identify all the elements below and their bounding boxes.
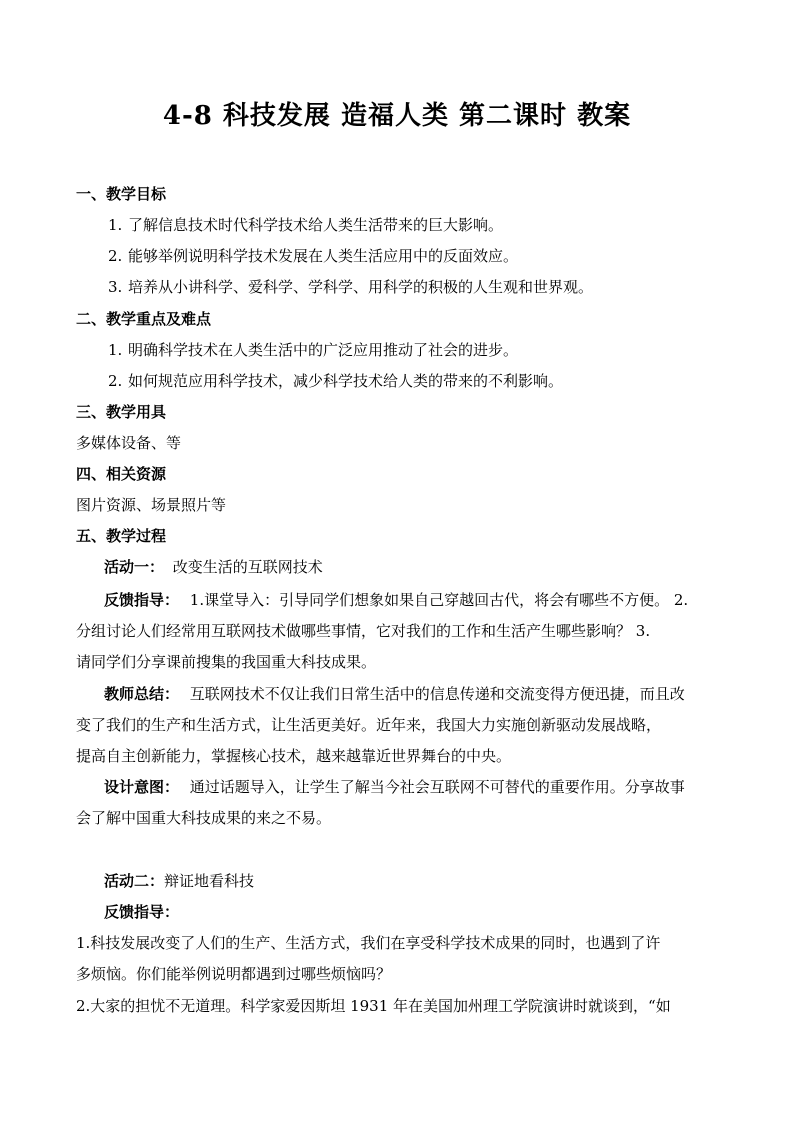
activity-1-feedback-line: 分组讨论人们经常用互联网技术做哪些事情，它对我们的工作和生活产生哪些影响？ 3. xyxy=(76,622,651,640)
activity-1-summary-line: 变了我们的生产和生活方式，让生活更美好。近年来，我国大力实施创新驱动发展战略， xyxy=(76,716,662,734)
document-title: 4-8 科技发展 造福人类 第二课时 教案 xyxy=(162,101,632,131)
item-number: 3. xyxy=(108,278,123,296)
section-heading-key-points: 二、教学重点及难点 xyxy=(76,310,212,328)
feedback-label: 反馈指导： xyxy=(104,591,180,609)
tools-text: 多媒体设备、等 xyxy=(76,434,182,452)
key-point-item xyxy=(108,340,758,360)
item-text: 能够举例说明科学技术发展在人类生活应用中的反面效应。 xyxy=(128,247,519,265)
activity-1-design-line xyxy=(104,777,722,797)
section-heading-objectives: 一、教学目标 xyxy=(76,185,167,203)
objective-item xyxy=(108,277,758,297)
activity-2-paragraph-line: 多烦恼。你们能举例说明都遇到过哪些烦恼吗？ xyxy=(76,965,392,983)
item-text: 培养从小讲科学、爱科学、学科学、用科学的积极的人生观和世界观。 xyxy=(128,278,594,296)
resources-text: 图片资源、场景照片等 xyxy=(76,496,227,514)
section-heading-resources: 四、相关资源 xyxy=(76,465,167,483)
activity-label: 活动一： xyxy=(104,558,165,576)
item-number: 2. xyxy=(108,247,123,265)
item-text: 明确科学技术在人类生活中的广泛应用推动了社会的进步。 xyxy=(128,341,519,359)
activity-1-title xyxy=(104,557,754,577)
feedback-text: 1.课堂导入：引导同学们想象如果自己穿越回古代，将会有哪些不方便。 2. xyxy=(189,591,689,609)
item-text: 了解信息技术时代科学技术给人类生活带来的巨大影响。 xyxy=(128,216,504,234)
activity-2-paragraph-line: 2.大家的担忧不无道理。科学家爱因斯坦 1931 年在美国加州理工学院演讲时就谈到，“如 xyxy=(76,997,671,1015)
objective-item xyxy=(108,246,758,266)
item-text: 如何规范应用科学技术，减少科学技术给人类的带来的不利影响。 xyxy=(128,372,564,390)
summary-text: 互联网技术不仅让我们日常生活中的信息传递和交流变得方便迅捷，而且改 xyxy=(189,685,685,703)
activity-2-feedback-label: 反馈指导： xyxy=(104,903,180,921)
section-heading-tools: 三、教学用具 xyxy=(76,403,167,421)
item-number: 2. xyxy=(108,372,123,390)
activity-1-summary-line: 提高自主创新能力，掌握核心技术，越来越靠近世界舞台的中央。 xyxy=(76,747,512,765)
activity-1-design-line: 会了解中国重大科技成果的来之不易。 xyxy=(76,809,332,827)
item-number: 1. xyxy=(108,216,123,234)
activity-name: 辩证地看科技 xyxy=(164,872,255,890)
activity-name: 改变生活的互联网技术 xyxy=(172,558,323,576)
key-point-item xyxy=(108,371,758,391)
summary-label: 教师总结： xyxy=(104,685,180,703)
activity-2-title xyxy=(104,871,754,891)
design-text: 通过话题导入，让学生了解当今社会互联网不可替代的重要作用。分享故事 xyxy=(189,778,685,796)
activity-label: 活动二： xyxy=(104,872,165,890)
design-label: 设计意图： xyxy=(104,778,180,796)
activity-1-feedback-line: 请同学们分享课前搜集的我国重大科技成果。 xyxy=(76,653,377,671)
objective-item xyxy=(108,215,758,235)
activity-1-feedback-line xyxy=(104,590,722,610)
activity-2-paragraph-line: 1.科技发展改变了人们的生产、生活方式，我们在享受科学技术成果的同时，也遇到了许 xyxy=(76,934,661,952)
section-heading-process: 五、教学过程 xyxy=(76,527,167,545)
item-number: 1. xyxy=(108,341,123,359)
activity-1-summary-line xyxy=(104,684,722,704)
